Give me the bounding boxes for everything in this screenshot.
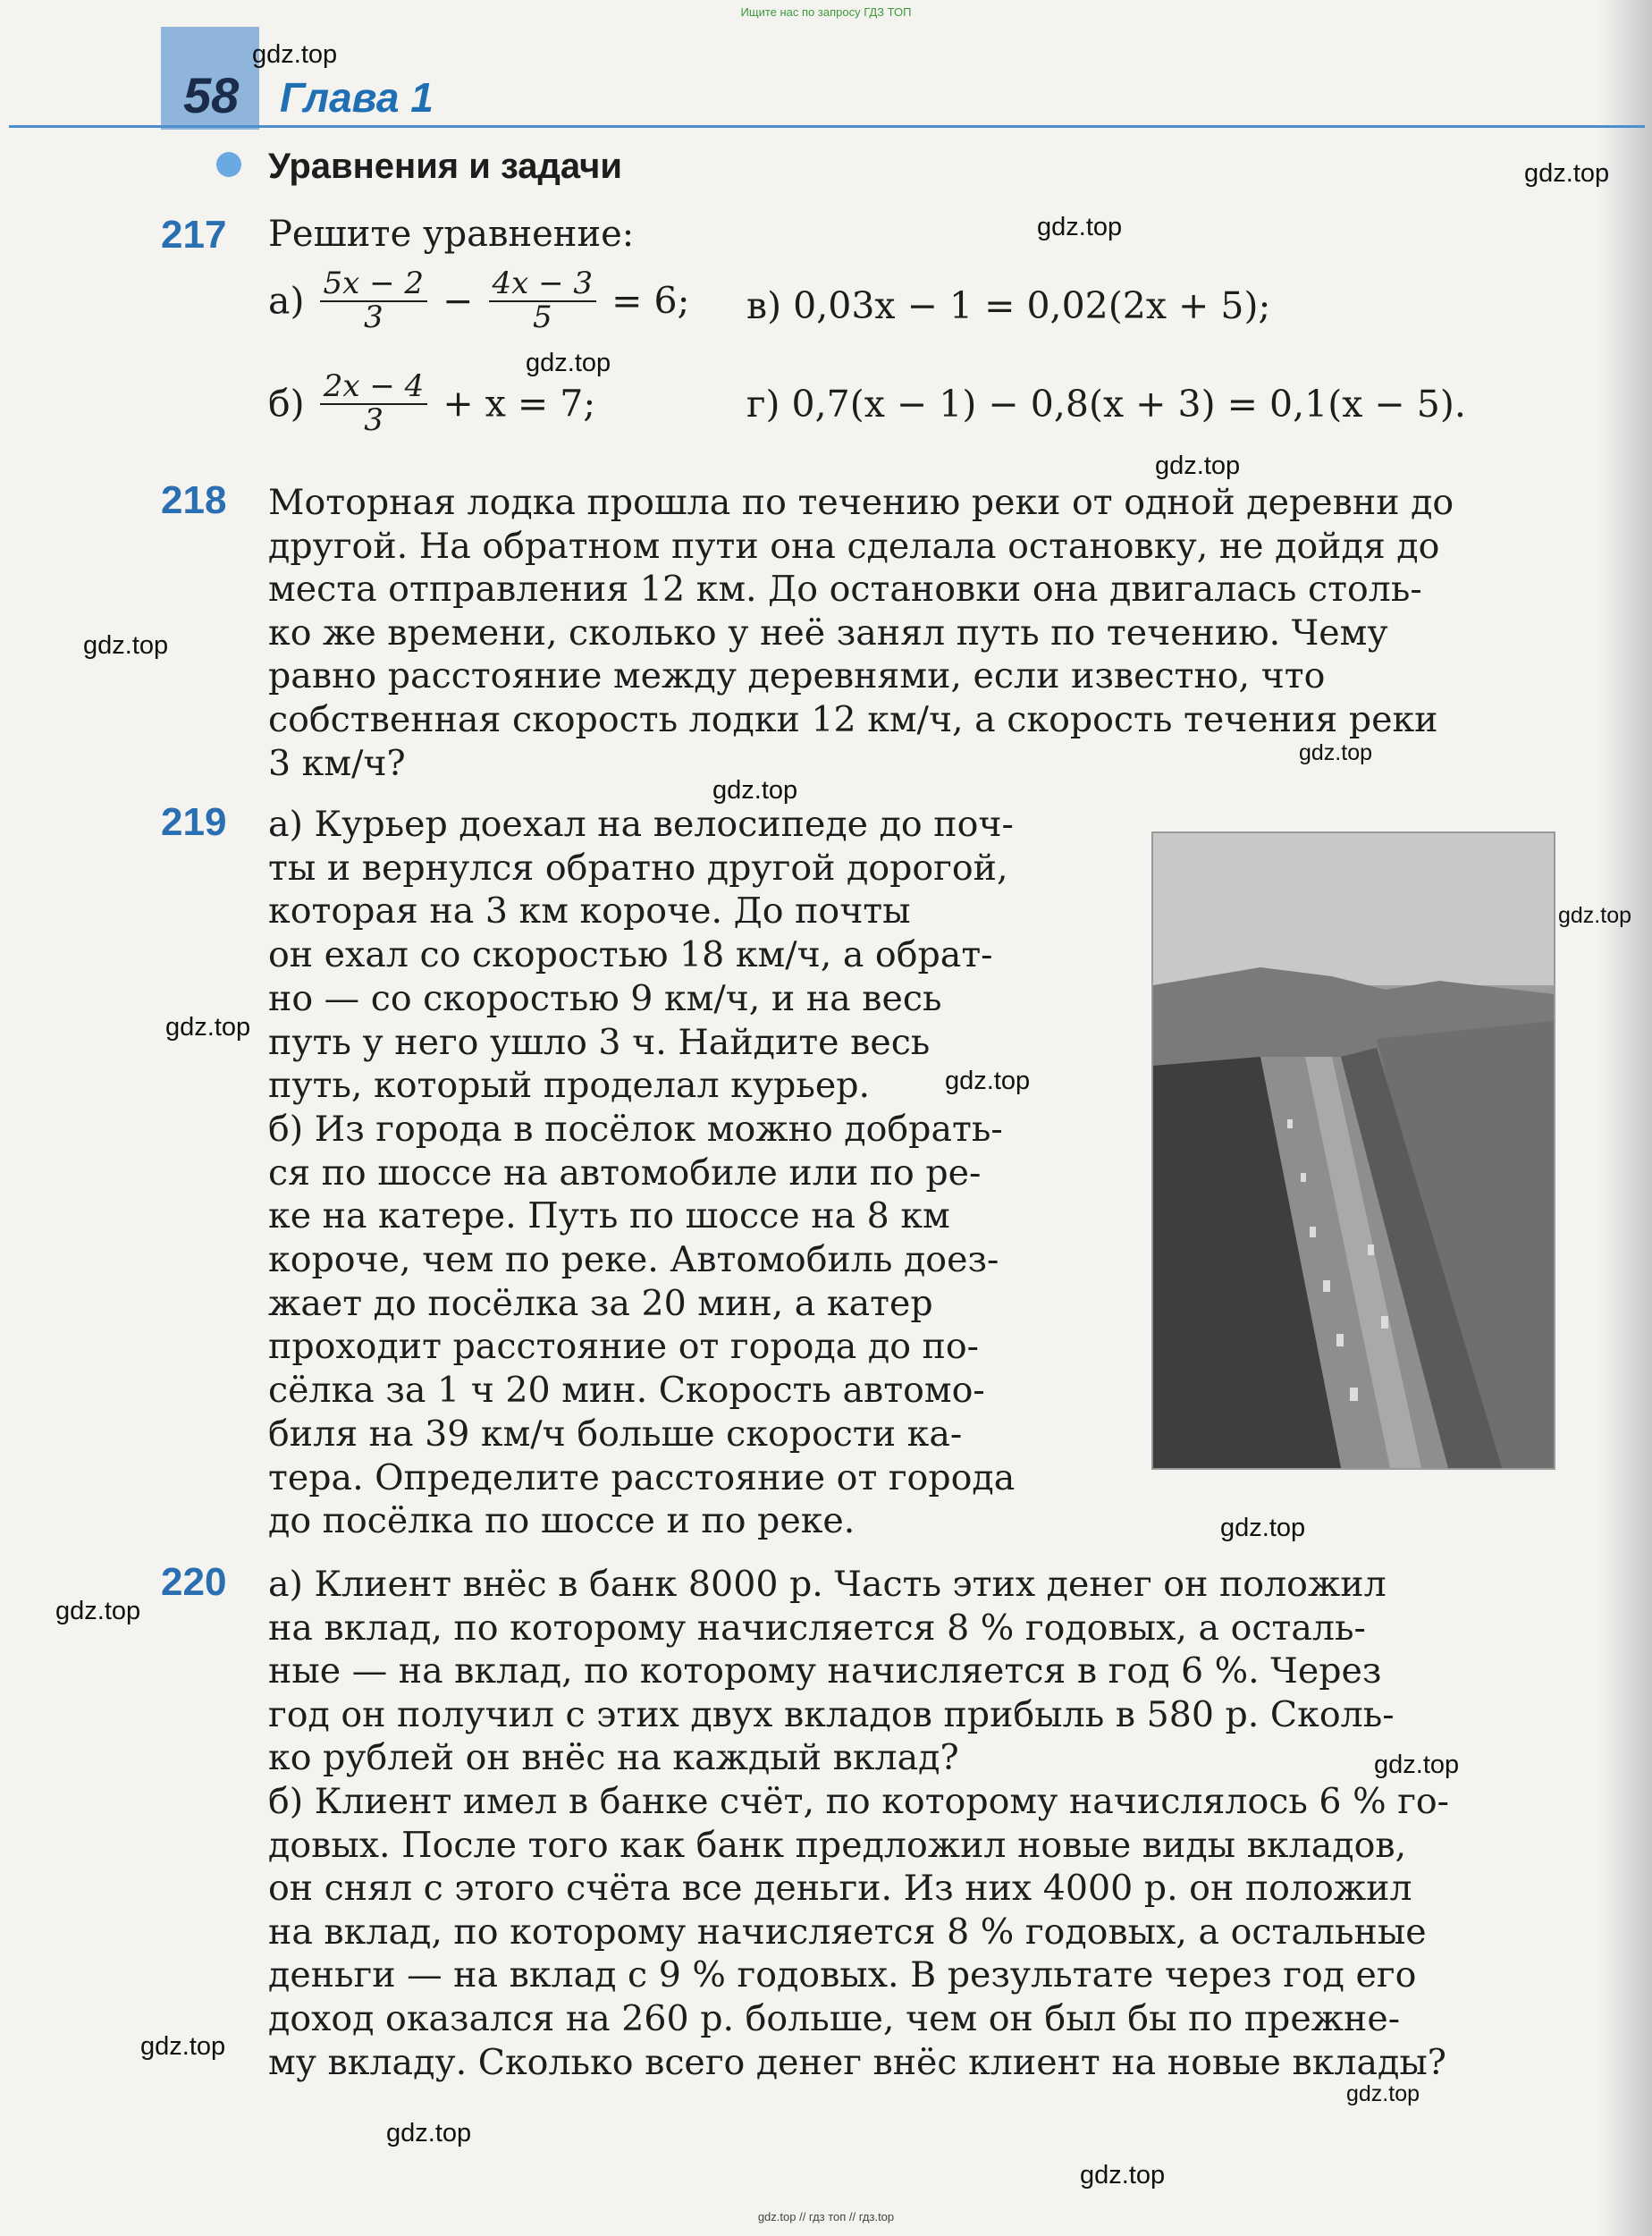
- equation-217a: а) $\frac{5x - 2}{3}$ − $\frac{4x - 3}{5}$ = 6;: [268, 266, 690, 335]
- fraction-217b: $\frac{2x - 4}{3}$: [320, 371, 428, 436]
- section-bullet-icon: [216, 152, 241, 177]
- watermark: gdz.top: [140, 2032, 226, 2061]
- watermark: gdz.top: [1080, 2161, 1166, 2190]
- watermark: gdz.top: [1299, 740, 1373, 765]
- chapter-title: Глава 1: [280, 74, 434, 121]
- problem-number-218: 218: [161, 478, 227, 522]
- watermark: gdz.top: [712, 776, 798, 805]
- watermark: gdz.top: [945, 1067, 1031, 1095]
- problem-number-219: 219: [161, 800, 227, 844]
- problem-number-217: 217: [161, 213, 227, 257]
- embankment-photo-drawing: [1153, 833, 1554, 1468]
- equation-217b: б) $\frac{2x - 4}{3}$ + x = 7;: [268, 368, 596, 438]
- top-banner: Ищите нас по запросу ГДЗ ТОП: [740, 5, 912, 19]
- watermark: gdz.top: [1220, 1514, 1306, 1542]
- watermark: gdz.top: [165, 1013, 251, 1042]
- problem-218-text: Моторная лодка прошла по течению реки от одной деревни до другой. На обратном пути она сделала остановку, не дойдя до места отправления 12 км. До остановки она двигалась столь- ко же времени, сколько у неё занял путь по течению. Чему равно расстояние между деревнями, если известно, что собственная скорость лодки 12 км/ч, а скорость течения реки 3 км/ч?: [268, 482, 1454, 784]
- watermark: gdz.top: [252, 40, 338, 69]
- header-rule: [9, 125, 1645, 128]
- page-number: 58: [183, 67, 240, 123]
- watermark: gdz.top: [1037, 213, 1123, 241]
- problem-number-220: 220: [161, 1560, 227, 1604]
- bottom-banner: gdz.top // гдз топ // гдз.top: [757, 2210, 895, 2223]
- label-217a: а): [268, 279, 305, 323]
- problem-219-text: а) Курьер доехал на велосипеде до поч- ты и вернулся обратно другой дорогой, которая на 3 км короче. До почты он ехал со скоростью 18 км/ч, а обрат- но — со скоростью 9 км/ч, и на весь путь у него ушло 3 ч. Найдите весь путь, который проделал курьер. б) Из города в посёлок можно добрать- ся по шоссе на автомобиле или по ре- ке на катере. Путь по шоссе на 8 км короче, чем по реке. Автомобиль доез- жает до посёлка за 20 мин, а катер проходит расстояние от города до по- сёлка за 1 ч 20 мин. Скорость автомо- биля на 39 км/ч больше скорости ка- тера. Определите расстояние от города до посёлка по шоссе и по реке.: [268, 804, 1016, 1542]
- page-edge-shade: [1598, 0, 1652, 2236]
- fraction-217a-1: $\frac{5x - 2}{3}$: [320, 268, 428, 333]
- watermark: gdz.top: [1374, 1751, 1460, 1779]
- problem-220-text: а) Клиент внёс в банк 8000 р. Часть этих денег он положил на вклад, по которому начисляется 8 % годовых, а осталь- ные — на вклад, по которому начисляется в год 6 %. Через год он получил с этих двух вкладов прибыль в 580 р. Сколь- ко рублей он внёс на каждый вклад? б) Клиент имел в банке счёт, по которому начислялось 6 % го- довых. После того как банк предложил новые виды вкладов, он снял с этого счёта все деньги. Из них 4000 р. он положил на вклад, по которому начисляется 8 % годовых, а остальные деньги — на вклад с 9 % годовых. В результате через год его доход оказался на 260 р. больше, чем он был бы по прежне- му вкладу. Сколько всего денег внёс клиент на новые вклады?: [268, 1564, 1450, 2083]
- problem-217-prompt: Решите уравнение:: [268, 214, 635, 255]
- watermark: gdz.top: [386, 2119, 472, 2147]
- watermark: gdz.top: [1346, 2081, 1420, 2106]
- equation-217v: в) 0,03x − 1 = 0,02(2x + 5);: [746, 284, 1271, 327]
- equation-217g: г) 0,7(x − 1) − 0,8(x + 3) = 0,1(x − 5).: [746, 383, 1466, 426]
- watermark: gdz.top: [55, 1597, 141, 1625]
- watermark: gdz.top: [83, 631, 169, 660]
- watermark: gdz.top: [1524, 159, 1610, 188]
- embankment-photo: [1151, 831, 1555, 1470]
- watermark: gdz.top: [526, 349, 611, 377]
- section-title: Уравнения и задачи: [268, 147, 622, 186]
- watermark: gdz.top: [1558, 903, 1632, 928]
- watermark: gdz.top: [1155, 451, 1241, 480]
- fraction-217a-2: $\frac{4x - 3}{5}$: [489, 268, 597, 333]
